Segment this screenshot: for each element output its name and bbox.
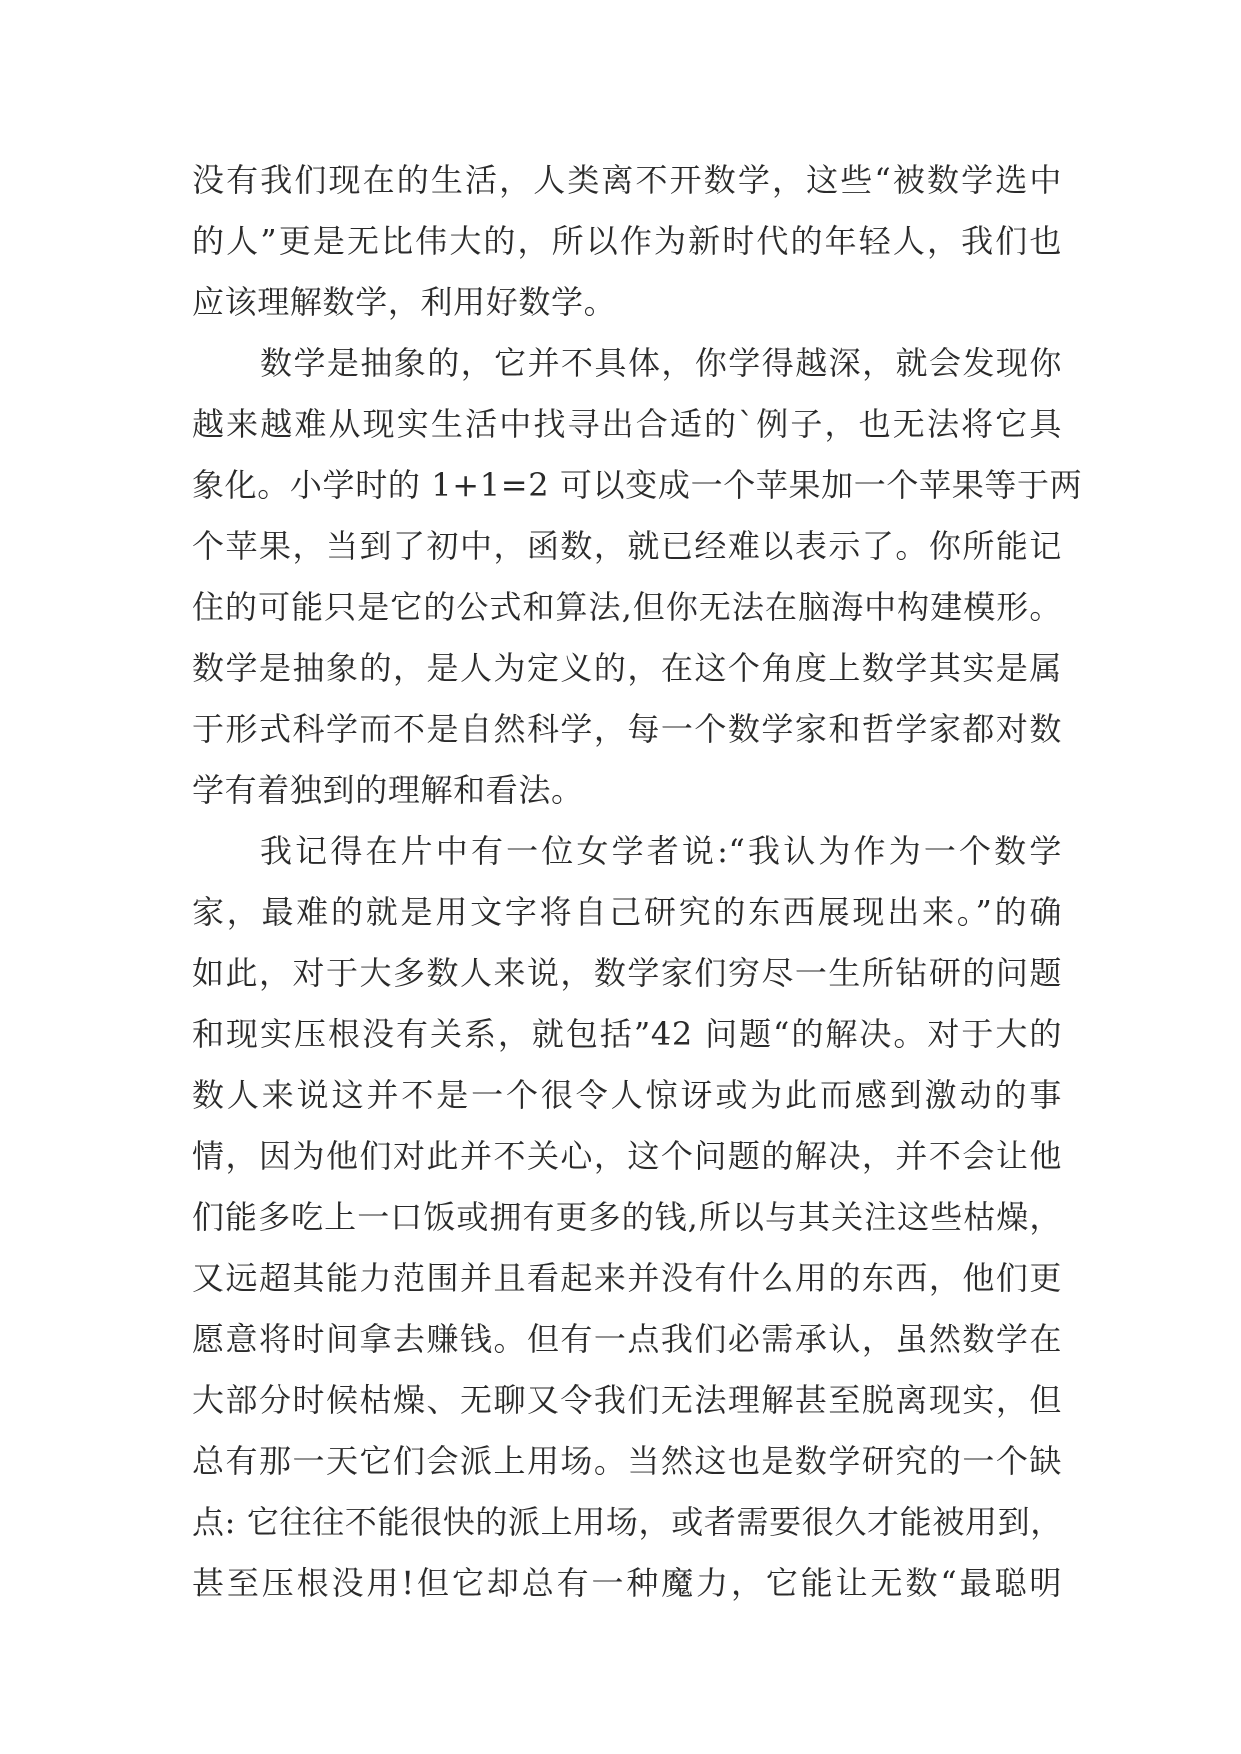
text-line: 又远超其能力范围并且看起来并没有什么用的东西，他们更 <box>192 1259 1062 1297</box>
text-line: 象化。小学时的 1+1=2 可以变成一个苹果加一个苹果等于两 <box>192 466 1083 504</box>
text-line: 点: 它往往不能很快的派上用场，或者需要很久才能被用到， <box>192 1503 1063 1541</box>
text-line: 数学是抽象的，是人为定义的，在这个角度上数学其实是属 <box>192 649 1062 687</box>
text-line: 住的可能只是它的公式和算法,但你无法在脑海中构建模形。 <box>192 588 1062 626</box>
text-line: 和现实压根没有关系，就包括”42 问题“的解决。对于大的 <box>192 1015 1062 1053</box>
text-line: 没有我们现在的生活，人类离不开数学，这些“被数学选中 <box>192 161 1062 199</box>
text-line: 总有那一天它们会派上用场。当然这也是数学研究的一个缺 <box>192 1442 1062 1480</box>
text-line: 情，因为他们对此并不关心，这个问题的解决，并不会让他 <box>192 1137 1062 1175</box>
text-line: 越来越难从现实生活中找寻出合适的`例子，也无法将它具 <box>192 405 1062 443</box>
paragraph-end-line: 学有着独到的理解和看法。 <box>192 771 584 809</box>
body-text <box>192 150 1083 1614</box>
text-line: 的人”更是无比伟大的，所以作为新时代的年轻人，我们也 <box>192 222 1062 260</box>
text-line: 大部分时候枯燥、无聊又令我们无法理解甚至脱离现实，但 <box>192 1381 1062 1419</box>
paragraph-start-line: 数学是抽象的，它并不具体，你学得越深，就会发现你 <box>260 344 1062 382</box>
text-line: 数人来说这并不是一个很令人惊讶或为此而感到激动的事 <box>192 1076 1062 1114</box>
text-line: 甚至压根没用!但它却总有一种魔力，它能让无数“最聪明 <box>192 1564 1062 1602</box>
paragraph-end-line: 应该理解数学，利用好数学。 <box>192 283 617 321</box>
text-line: 如此，对于大多数人来说，数学家们穷尽一生所钻研的问题 <box>192 954 1062 992</box>
paragraph-start-line: 我记得在片中有一位女学者说:“我认为作为一个数学 <box>260 832 1062 870</box>
text-line: 愿意将时间拿去赚钱。但有一点我们必需承认，虽然数学在 <box>192 1320 1062 1358</box>
text-line: 们能多吃上一口饭或拥有更多的钱,所以与其关注这些枯燥， <box>192 1198 1062 1236</box>
text-line: 个苹果，当到了初中，函数，就已经难以表示了。你所能记 <box>192 527 1062 565</box>
text-line: 家，最难的就是用文字将自己研究的东西展现出来。”的确 <box>192 893 1062 931</box>
text-line: 于形式科学而不是自然科学，每一个数学家和哲学家都对数 <box>192 710 1062 748</box>
